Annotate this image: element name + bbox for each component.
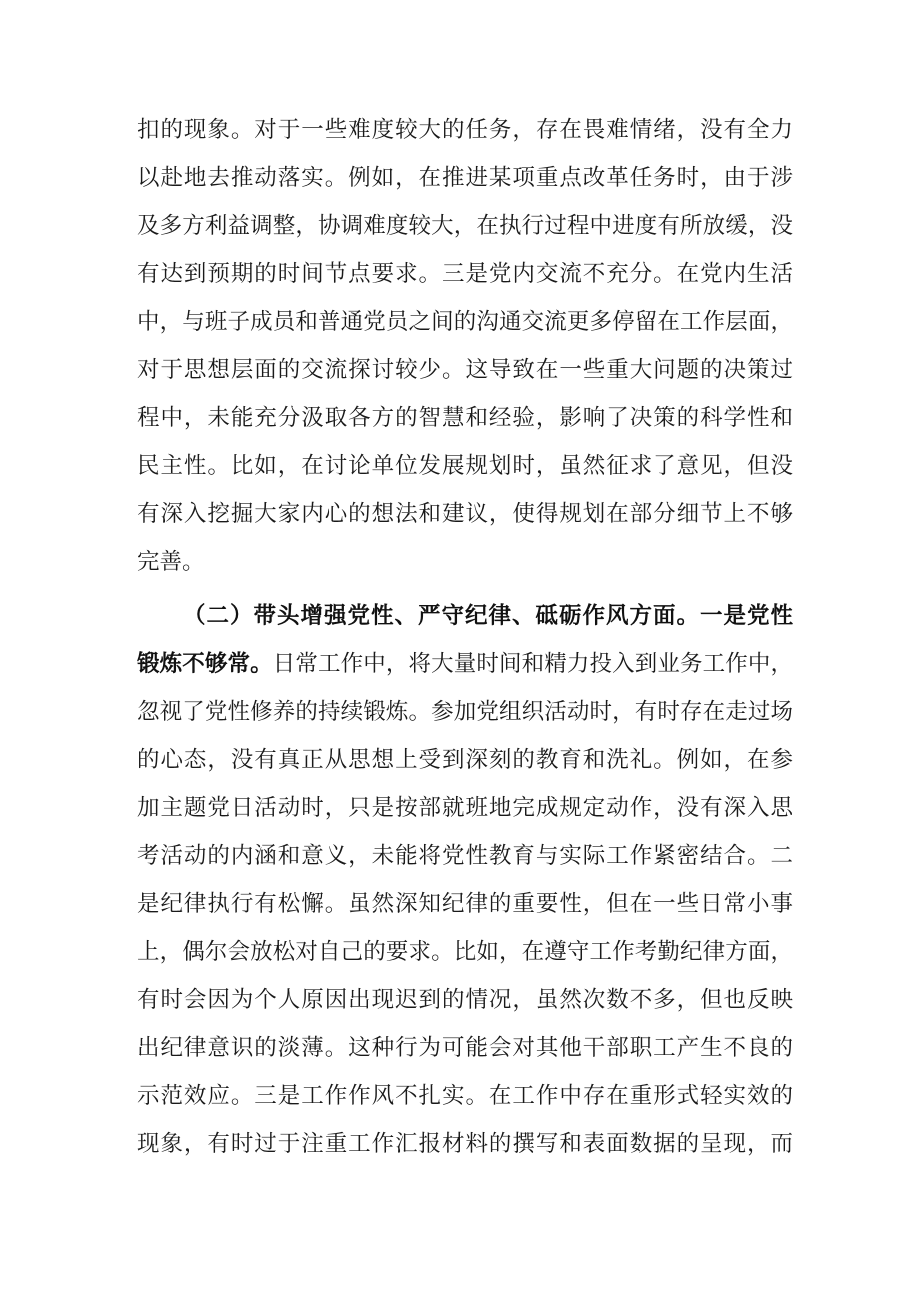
text-line: 有时会因为个人原因出现迟到的情况，虽然次数不多，但也反映 <box>137 987 793 1013</box>
text-line: 示范效应。三是工作作风不扎实。在工作中存在重形式轻实效的 <box>137 1083 793 1109</box>
text-line: 加主题党日活动时，只是按部就班地完成规定动作，没有深入思 <box>137 795 793 821</box>
text-segment: 日常工作中，将大量时间和精力投入到业务工作中， <box>272 651 793 677</box>
text-line: 以赴地去推动落实。例如，在推进某项重点改革任务时，由于涉 <box>137 165 793 191</box>
heading-continuation: 锻炼不够常。 <box>137 651 273 677</box>
text-line: 现象，有时过于注重工作汇报材料的撰写和表面数据的呈现，而 <box>137 1131 793 1157</box>
text-line: 程中，未能充分汲取各方的智慧和经验，影响了决策的科学性和 <box>137 405 793 431</box>
text-line: 考活动的内涵和意义，未能将党性教育与实际工作紧密结合。二 <box>137 843 793 869</box>
text-line: 出纪律意识的淡薄。这种行为可能会对其他干部职工产生不良的 <box>137 1035 793 1061</box>
text-line: 对于思想层面的交流探讨较少。这导致在一些重大问题的决策过 <box>137 357 793 383</box>
text-line: 完善。 <box>137 549 205 575</box>
text-line: 有深入挖掘大家内心的想法和建议，使得规划在部分细节上不够 <box>137 501 793 527</box>
text-line: 扣的现象。对于一些难度较大的任务，存在畏难情绪，没有全力 <box>137 117 793 143</box>
text-line: 是纪律执行有松懈。虽然深知纪律的重要性，但在一些日常小事 <box>137 891 793 917</box>
text-line: 中，与班子成员和普通党员之间的沟通交流更多停留在工作层面， <box>137 309 793 335</box>
text-line <box>137 648 793 680</box>
text-line: 的心态，没有真正从思想上受到深刻的教育和洗礼。例如，在参 <box>137 747 793 773</box>
text-line: 上，偶尔会放松对自己的要求。比如，在遵守工作考勤纪律方面， <box>137 939 793 965</box>
text-line: 有达到预期的时间节点要求。三是党内交流不充分。在党内生活 <box>137 261 793 287</box>
text-line: 及多方利益调整，协调难度较大，在执行过程中进度有所放缓，没 <box>137 213 793 239</box>
text-line: 忽视了党性修养的持续锻炼。参加党组织活动时，有时存在走过场 <box>137 699 793 725</box>
text-line: 民主性。比如，在讨论单位发展规划时，虽然征求了意见，但没 <box>137 453 793 479</box>
section-heading: （二）带头增强党性、严守纪律、砥砺作风方面。一是党性 <box>183 603 793 629</box>
